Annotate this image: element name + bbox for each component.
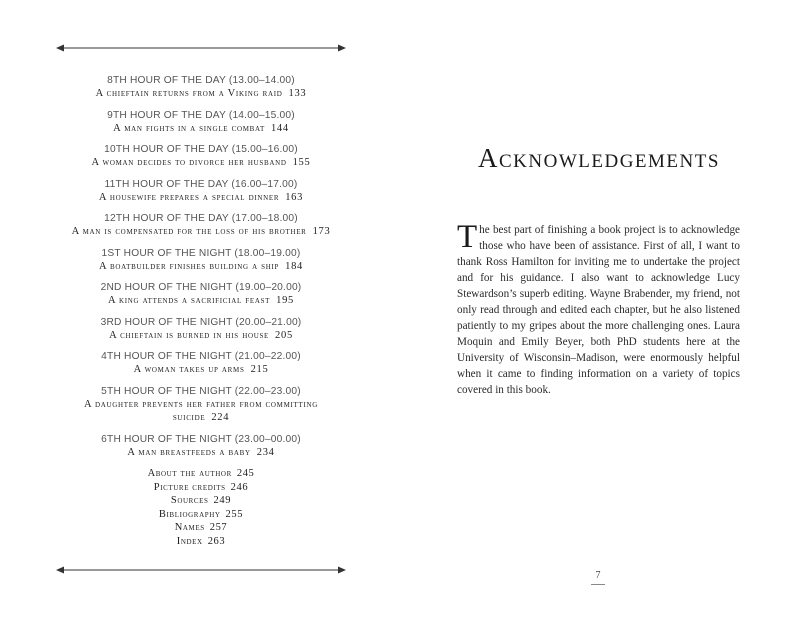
toc-page-number: 184 xyxy=(285,260,303,272)
page-number: 7 xyxy=(595,570,601,581)
toc-hour-label: 1ST HOUR OF THE NIGHT (18.00–19.00) xyxy=(101,247,301,259)
toc-chapter-entry[interactable] xyxy=(56,225,346,239)
acknowledgements-body xyxy=(457,219,740,398)
toc-chapter-title: A chieftain returns from a Viking raid xyxy=(95,88,283,99)
toc-chapter-entry[interactable] xyxy=(56,122,346,136)
toc-page-number: 195 xyxy=(276,295,294,306)
drop-cap: T xyxy=(457,219,478,255)
toc-chapter-title: A daughter prevents her father from committing suicide xyxy=(83,398,319,423)
toc-backmatter-entry[interactable] xyxy=(56,494,346,508)
toc-chapter-entry[interactable] xyxy=(56,260,346,274)
toc-backmatter-title: About the author xyxy=(147,468,232,479)
toc-backmatter-title: Index xyxy=(176,535,203,547)
toc-hour-label: 9TH HOUR OF THE DAY (14.00–15.00) xyxy=(107,109,295,121)
toc-page-number: 224 xyxy=(211,412,230,423)
toc-hour-label: 5TH HOUR OF THE NIGHT (22.00–23.00) xyxy=(101,385,301,397)
toc-chapter-entry[interactable] xyxy=(56,329,346,343)
toc-chapter-entry[interactable] xyxy=(56,294,346,308)
toc-chapter-entry[interactable] xyxy=(56,191,346,205)
table-of-contents xyxy=(56,74,346,548)
bottom-arrow-rule xyxy=(56,564,346,576)
toc-chapter-title: A man breastfeeds a baby xyxy=(127,446,251,458)
toc-hour-label: 2ND HOUR OF THE NIGHT (19.00–20.00) xyxy=(100,282,302,293)
toc-chapter-title: A woman takes up arms xyxy=(133,364,245,375)
toc-backmatter-entry[interactable] xyxy=(56,467,346,481)
toc-page-number: 163 xyxy=(285,191,304,203)
toc-hour-label: 11TH HOUR OF THE DAY (16.00–17.00) xyxy=(104,178,298,190)
toc-chapter-title: A king attends a sacrificial feast xyxy=(107,295,271,306)
toc-chapter-entry[interactable] xyxy=(56,398,346,425)
toc-backmatter-title: Sources xyxy=(170,495,209,506)
toc-page-number: 263 xyxy=(207,535,226,547)
top-arrow-rule xyxy=(56,42,346,54)
toc-chapter-entry[interactable] xyxy=(56,363,346,377)
toc-page-number: 144 xyxy=(270,122,289,134)
toc-backmatter-entry[interactable] xyxy=(56,481,346,495)
toc-chapter-title: A woman decides to divorce her husband xyxy=(91,157,287,168)
toc-backmatter-title: Picture credits xyxy=(153,481,226,493)
toc-hour-label: 8TH HOUR OF THE DAY (13.00–14.00) xyxy=(107,75,295,86)
toc-hour-label: 6TH HOUR OF THE NIGHT (23.00–00.00) xyxy=(101,433,301,445)
toc-chapter-entry[interactable] xyxy=(56,156,346,170)
toc-page-number: 255 xyxy=(225,508,244,520)
toc-page-number: 173 xyxy=(312,226,331,237)
toc-page-number: 215 xyxy=(250,364,269,375)
acknowledgements-heading: Acknowledgements xyxy=(478,143,720,173)
toc-backmatter xyxy=(56,467,346,548)
toc-backmatter-title: Names xyxy=(174,522,205,533)
toc-hour-label: 4TH HOUR OF THE NIGHT (21.00–22.00) xyxy=(101,351,301,362)
toc-page-number: 133 xyxy=(288,88,307,99)
toc-chapter-entry[interactable] xyxy=(56,87,346,101)
toc-backmatter-entry[interactable] xyxy=(56,535,346,549)
toc-chapter-title: A housewife prepares a special dinner xyxy=(98,191,280,203)
toc-chapter-title: A man fights in a single combat xyxy=(113,122,265,134)
toc-page-number: 245 xyxy=(236,468,255,479)
toc-chapter-title: A man is compensated for the loss of his brother xyxy=(71,226,307,237)
toc-chapter-entry[interactable] xyxy=(56,446,346,460)
toc-page-number: 155 xyxy=(292,157,311,168)
toc-page-number: 205 xyxy=(275,329,293,341)
toc-page-number: 246 xyxy=(230,481,249,493)
toc-backmatter-title: Bibliography xyxy=(158,508,221,520)
page-number-underline xyxy=(591,584,605,585)
acknowledgements-text: he best part of finishing a book project is to acknowledge those who have been of assistance. First of all, I want to thank Ross Hamilton for inviting me to undertake the project and for his guidance. I also want to acknowledge Lucy Stewardson’s superb editing. Wayne Brabender, my friend, not only read through and edited each chapter, but he also listened patiently to my gripes about the more challenging ones. Laura Moquin and Emily Beyer, both PhD students here at the University of Wisconsin–Madison, were enormously helpful when it came to finding information on a variety of topics covered in this book. xyxy=(457,224,740,396)
toc-page-number: 234 xyxy=(256,446,275,458)
toc-page-number: 249 xyxy=(213,495,232,506)
toc-hour-label: 10TH HOUR OF THE DAY (15.00–16.00) xyxy=(104,144,298,155)
toc-chapter-title: A boatbuilder finishes building a ship xyxy=(99,260,280,272)
toc-page-number: 257 xyxy=(209,522,228,533)
toc-hour-label: 12TH HOUR OF THE DAY (17.00–18.00) xyxy=(104,213,298,224)
toc-backmatter-entry[interactable] xyxy=(56,521,346,535)
toc-chapter-title: A chieftain is burned in his house xyxy=(109,329,270,341)
toc-backmatter-entry[interactable] xyxy=(56,508,346,522)
toc-hour-label: 3RD HOUR OF THE NIGHT (20.00–21.00) xyxy=(100,316,302,328)
